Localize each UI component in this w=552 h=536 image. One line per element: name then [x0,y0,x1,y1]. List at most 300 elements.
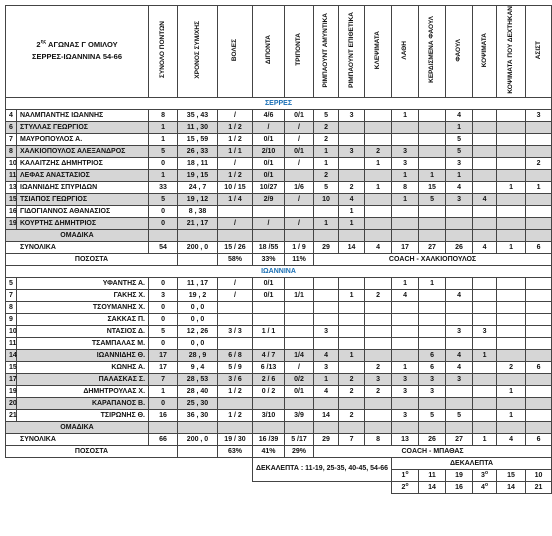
blank-cell [6,457,253,469]
stat-cell [526,385,552,397]
quarter-label [392,469,419,481]
stat-cell: 2/9 [253,193,285,205]
player-name: ΣΤΥΛΛΑΣ ΓΕΩΡΓΙΟΣ [17,121,149,133]
stat-cell [526,145,552,157]
stat-cell: / [218,109,253,121]
player-number: 10 [6,157,17,169]
column-header-label: ΧΡΟΝΟΣ ΣΥΜ/ΧΗΣ [193,21,201,79]
stat-cell [149,229,178,241]
stat-cell [497,109,526,121]
stat-cell: 2/10 [253,145,285,157]
total-cell: 14 [339,241,365,253]
stat-cell: 36 , 30 [178,409,218,421]
stat-cell [392,397,419,409]
stat-cell [497,217,526,229]
table-row [6,325,552,337]
stat-cell [526,337,552,349]
stat-cell [446,397,473,409]
player-number: 15 [6,361,17,373]
stat-cell: 0/1 [253,277,285,289]
stat-cell [365,205,392,217]
stat-cell: 16 [149,409,178,421]
stat-cell: 1 [497,181,526,193]
quarter-score: 10 [526,469,552,481]
stat-cell: 19 , 12 [178,193,218,205]
stat-cell [526,121,552,133]
stat-cell [253,397,285,409]
stat-cell [178,421,218,433]
percent-cell: 58% [218,253,253,265]
column-header [497,6,526,98]
percent-label: ΠΟΣΟΣΤΑ [6,445,178,457]
stat-cell: 10/27 [253,181,285,193]
percent-cell: 29% [285,445,314,457]
table-row [6,313,552,325]
stat-cell: 28 , 9 [178,349,218,361]
player-number: 14 [6,349,17,361]
table-row [6,121,552,133]
stat-cell [285,205,314,217]
stat-cell: 28 , 53 [178,373,218,385]
stat-cell: 6 [526,361,552,373]
stat-cell [365,349,392,361]
stat-cell [365,337,392,349]
stat-cell: 1 [149,169,178,181]
total-cell: 200 , 0 [178,241,218,253]
stat-cell [285,397,314,409]
stat-cell: 5 [314,109,339,121]
stat-cell [526,289,552,301]
stat-cell [473,373,497,385]
stat-cell: 0/1 [253,289,285,301]
stat-cell [497,229,526,241]
percent-cell: 41% [253,445,285,457]
stat-cell [339,169,365,181]
stat-cell [365,277,392,289]
stat-cell [497,325,526,337]
column-header [473,6,497,98]
table-row [6,277,552,289]
player-name: ΥΦΑΝΤΗΣ Α. [17,277,149,289]
total-cell: 4 [365,241,392,253]
player-name: ΤΣΟΥΜΑΝΗΣ Χ. [17,301,149,313]
stat-cell: 2 [339,385,365,397]
column-header [149,6,178,98]
stat-cell: 2 [314,133,339,145]
table-row [6,385,552,397]
stat-cell [218,205,253,217]
total-cell: 4 [497,433,526,445]
stat-cell: / [218,277,253,289]
stat-cell [497,121,526,133]
stat-cell [497,313,526,325]
stat-cell: 1 [473,349,497,361]
stat-cell [419,337,446,349]
stat-cell [253,229,285,241]
column-header-label: ΦΑΟΥΛ [455,38,463,62]
stat-cell: / [285,157,314,169]
stat-cell [526,301,552,313]
stat-cell [218,337,253,349]
stat-cell: 1 [149,385,178,397]
player-name: ΛΕΦΑΣ ΑΝΑΣΤΑΣΙΟΣ [17,169,149,181]
column-header-label: ΛΑΘΗ [401,40,409,60]
column-header-label: ΔΙΠΟΝΤΑ [264,35,272,65]
player-number: 7 [6,133,17,145]
stat-cell: 1 / 2 [218,133,253,145]
total-cell: 13 [392,433,419,445]
quarter-score: 14 [497,481,526,493]
stat-cell [218,397,253,409]
stat-cell [473,133,497,145]
stat-cell: 15 [419,181,446,193]
stat-cell: 0/1 [253,133,285,145]
stat-cell [473,109,497,121]
total-cell: 17 [392,241,419,253]
stat-cell [314,337,339,349]
stat-cell: 1 [497,385,526,397]
stat-cell [473,169,497,181]
quarter-number: 3 [481,471,485,479]
total-cell: 66 [149,433,178,445]
stat-cell: 3 [339,109,365,121]
stat-cell [497,337,526,349]
stat-cell: 3 [392,373,419,385]
stat-cell [339,121,365,133]
column-header [339,6,365,98]
stat-cell [285,337,314,349]
player-name: ΔΗΜΗΤΡΟΥΛΑΣ Χ. [17,385,149,397]
total-cell: 8 [365,433,392,445]
player-number: 4 [6,109,17,121]
stat-cell: 0 / 2 [253,385,285,397]
stat-cell [392,229,419,241]
stat-cell [149,421,178,433]
table-row [6,169,552,181]
stat-cell: / [285,133,314,145]
stat-cell: 1 [392,361,419,373]
player-number: 10 [6,325,17,337]
stat-cell [526,325,552,337]
stat-cell: 3 [314,325,339,337]
stat-cell [365,217,392,229]
stat-cell: 3 [446,325,473,337]
coach-label: COACH - ΜΠΑΘΑΣ [314,445,552,457]
footer-row [6,481,552,493]
stat-cell: 5 [149,325,178,337]
quarter-label [473,469,497,481]
stat-cell: 3 [339,145,365,157]
column-header-label: ΣΥΝΟΛΟ ΠΟΝΤΩΝ [159,21,167,79]
total-cell: 4 [473,241,497,253]
stat-cell: 1 [392,109,419,121]
column-header-label: ΚΛΕΨΙΜΑΤΑ [374,30,382,69]
stat-cell [526,277,552,289]
column-header [253,6,285,98]
team-label: ΟΜΑΔΙΚΑ [6,229,149,241]
stat-cell: 3 [446,157,473,169]
player-number: 13 [6,181,17,193]
stat-cell [419,301,446,313]
stat-cell [419,121,446,133]
table-row [6,373,552,385]
stat-cell: / [218,157,253,169]
stat-cell [419,289,446,301]
player-name: ΚΟΥΡΤΗΣ ΔΗΜΗΤΡΙΟΣ [17,217,149,229]
player-number: 20 [6,397,17,409]
stat-cell [497,301,526,313]
table-row [6,133,552,145]
stat-cell [497,373,526,385]
total-cell: 1 / 9 [285,241,314,253]
player-number: 6 [6,121,17,133]
player-name: ΚΩΝΗΣ Α. [17,361,149,373]
stat-cell [497,421,526,433]
total-cell: 18 /55 [253,241,285,253]
total-cell: 200 , 0 [178,433,218,445]
stat-cell: / [285,193,314,205]
stat-cell: 3 [419,373,446,385]
stat-cell [218,313,253,325]
stat-cell: 3 [419,385,446,397]
stat-cell: 1 / 2 [218,385,253,397]
stat-cell [526,193,552,205]
stat-cell [446,229,473,241]
percent-cell: 63% [218,445,253,457]
stat-cell: / [253,121,285,133]
stat-cell: 5 [149,193,178,205]
stat-cell: 2 [365,289,392,301]
totals-label: ΣΥΝΟΛΙΚΑ [6,433,149,445]
stat-cell [314,421,339,433]
stat-cell: 4 [314,349,339,361]
quarter-sup: ο [484,469,488,476]
coach-label: COACH - ΧΑΛΚΙΟΠΟΥΛΟΣ [314,253,552,265]
stat-cell: 1 [526,181,552,193]
stat-cell: 10 / 15 [218,181,253,193]
stat-cell [253,313,285,325]
stat-cell [526,421,552,433]
blank-cell [6,481,392,493]
stat-cell [314,397,339,409]
player-number: 7 [6,289,17,301]
stat-cell [526,409,552,421]
player-number: 19 [6,217,17,229]
column-header [526,6,552,98]
column-header [446,6,473,98]
stats-table [5,5,552,494]
stat-cell: 2 [497,361,526,373]
stat-cell: 1 / 1 [253,325,285,337]
stat-cell [473,217,497,229]
total-cell: 29 [314,433,339,445]
stat-cell [339,337,365,349]
player-number: 16 [6,205,17,217]
stat-cell [365,133,392,145]
stat-cell [339,301,365,313]
total-cell: 6 [526,241,552,253]
player-number: 8 [6,145,17,157]
stat-cell: 1 [314,217,339,229]
percent-row [6,253,552,265]
player-name: ΙΩΑΝΝΙΔΗΣ ΣΠΥΡΙΔΩΝ [17,181,149,193]
stat-cell: 6 [419,349,446,361]
stat-cell [446,277,473,289]
totals-row [6,433,552,445]
stat-cell: 2 [339,373,365,385]
stat-cell [253,301,285,313]
team-row [6,421,552,433]
stat-cell [446,217,473,229]
stat-cell: 1 [446,169,473,181]
table-row [6,289,552,301]
stat-cell [392,133,419,145]
stat-cell: 3 [526,109,552,121]
stat-cell [218,229,253,241]
stat-cell: 11 , 17 [178,277,218,289]
stat-cell [392,337,419,349]
stat-cell: / [285,217,314,229]
column-header-label: ΡΙΜΠΑΟΥΝΤ ΑΜΥΝΤΙΚΑ [322,12,330,88]
stat-cell: 3 / 6 [218,373,253,385]
total-cell: 26 [419,433,446,445]
stat-cell: 0 [149,337,178,349]
player-number: 19 [6,385,17,397]
table-row [6,157,552,169]
stat-cell: 2 [314,169,339,181]
player-number: 15 [6,193,17,205]
table-row [6,193,552,205]
stat-cell: 2 [314,121,339,133]
stat-cell [526,217,552,229]
total-cell: 54 [149,241,178,253]
stat-cell: 6 / 8 [218,349,253,361]
stat-cell: 0 , 0 [178,301,218,313]
stat-cell [218,301,253,313]
stat-cell: 1/1 [285,289,314,301]
stat-cell [419,325,446,337]
stat-cell [365,301,392,313]
dekalepta-title: ΔΕΚΑΛΕΠΤΑ [392,457,552,469]
stat-cell [392,205,419,217]
stat-cell [419,133,446,145]
player-number: 11 [6,337,17,349]
stat-cell: 8 , 38 [178,205,218,217]
stat-cell [446,337,473,349]
stat-cell: 2 [339,409,365,421]
total-cell: 19 / 30 [218,433,253,445]
stat-cell [285,325,314,337]
stat-cell: 19 , 2 [178,289,218,301]
total-cell: 29 [314,241,339,253]
stat-cell: 26 , 33 [178,145,218,157]
stat-cell [473,205,497,217]
stat-cell: 19 , 15 [178,169,218,181]
stat-cell: 1 [149,121,178,133]
stat-cell [526,133,552,145]
stat-cell: 3 [473,325,497,337]
total-cell: 7 [339,433,365,445]
percent-row [6,445,552,457]
quarter-number: 2 [401,483,406,491]
player-number: 11 [6,169,17,181]
stat-cell: 4 [446,349,473,361]
stat-cell [339,157,365,169]
stat-cell [365,325,392,337]
stat-cell [473,337,497,349]
stat-cell [526,169,552,181]
stat-cell: / [218,217,253,229]
stat-cell: 33 [149,181,178,193]
stat-cell [526,349,552,361]
stat-cell: 1 [392,193,419,205]
stat-cell: 3 [392,145,419,157]
stat-cell: 25 , 30 [178,397,218,409]
stat-cell [497,277,526,289]
column-header [218,6,253,98]
stat-cell [497,145,526,157]
stat-cell [446,421,473,433]
stat-cell [392,217,419,229]
stat-cell: 2 [365,145,392,157]
stat-cell [497,349,526,361]
column-header-label: ΚΕΡΔΙΣΜΕΝΑ ΦΑΟΥΛ [428,16,436,84]
column-header [419,6,446,98]
stat-cell: 0 [149,277,178,289]
column-header-label: ΤΡΙΠΟΝΤΑ [295,33,303,67]
total-cell: 6 [526,433,552,445]
column-header-label: ΑΣΙΣΤ [534,40,542,59]
stat-cell: 1 [365,181,392,193]
stat-cell: 1 [392,169,419,181]
stat-cell [365,193,392,205]
team-name: ΣΕΡΡΕΣ [6,97,552,109]
stat-cell: 1 [314,373,339,385]
stat-cell [392,121,419,133]
stat-cell: 4 [314,385,339,397]
stat-cell [473,409,497,421]
column-header-label: ΚΟΨΙΜΑΤΑ ΠΟΥ ΔΕΧΤΗΚΑΝ [507,6,515,94]
stat-cell: 28 , 40 [178,385,218,397]
stat-cell [473,313,497,325]
stat-cell [339,313,365,325]
stat-cell: 0 [149,205,178,217]
stat-cell [419,157,446,169]
column-header [285,6,314,98]
totals-row [6,241,552,253]
stat-cell [339,229,365,241]
stat-cell [392,349,419,361]
stat-cell [365,121,392,133]
stat-cell [392,313,419,325]
table-row [6,109,552,121]
stat-cell: 1 [419,277,446,289]
stat-cell: 1 [392,277,419,289]
team-section-row [6,265,552,277]
table-row [6,145,552,157]
total-cell: 26 [446,241,473,253]
stat-cell [497,157,526,169]
stat-cell: 1 / 4 [218,193,253,205]
stat-cell: 4 [446,109,473,121]
blank-cell [178,253,218,265]
stat-cell: 18 , 11 [178,157,218,169]
team-section-row [6,97,552,109]
stat-cell: 4 [446,181,473,193]
total-cell: 1 [473,433,497,445]
stat-cell [473,301,497,313]
stat-cell: 1 [339,289,365,301]
